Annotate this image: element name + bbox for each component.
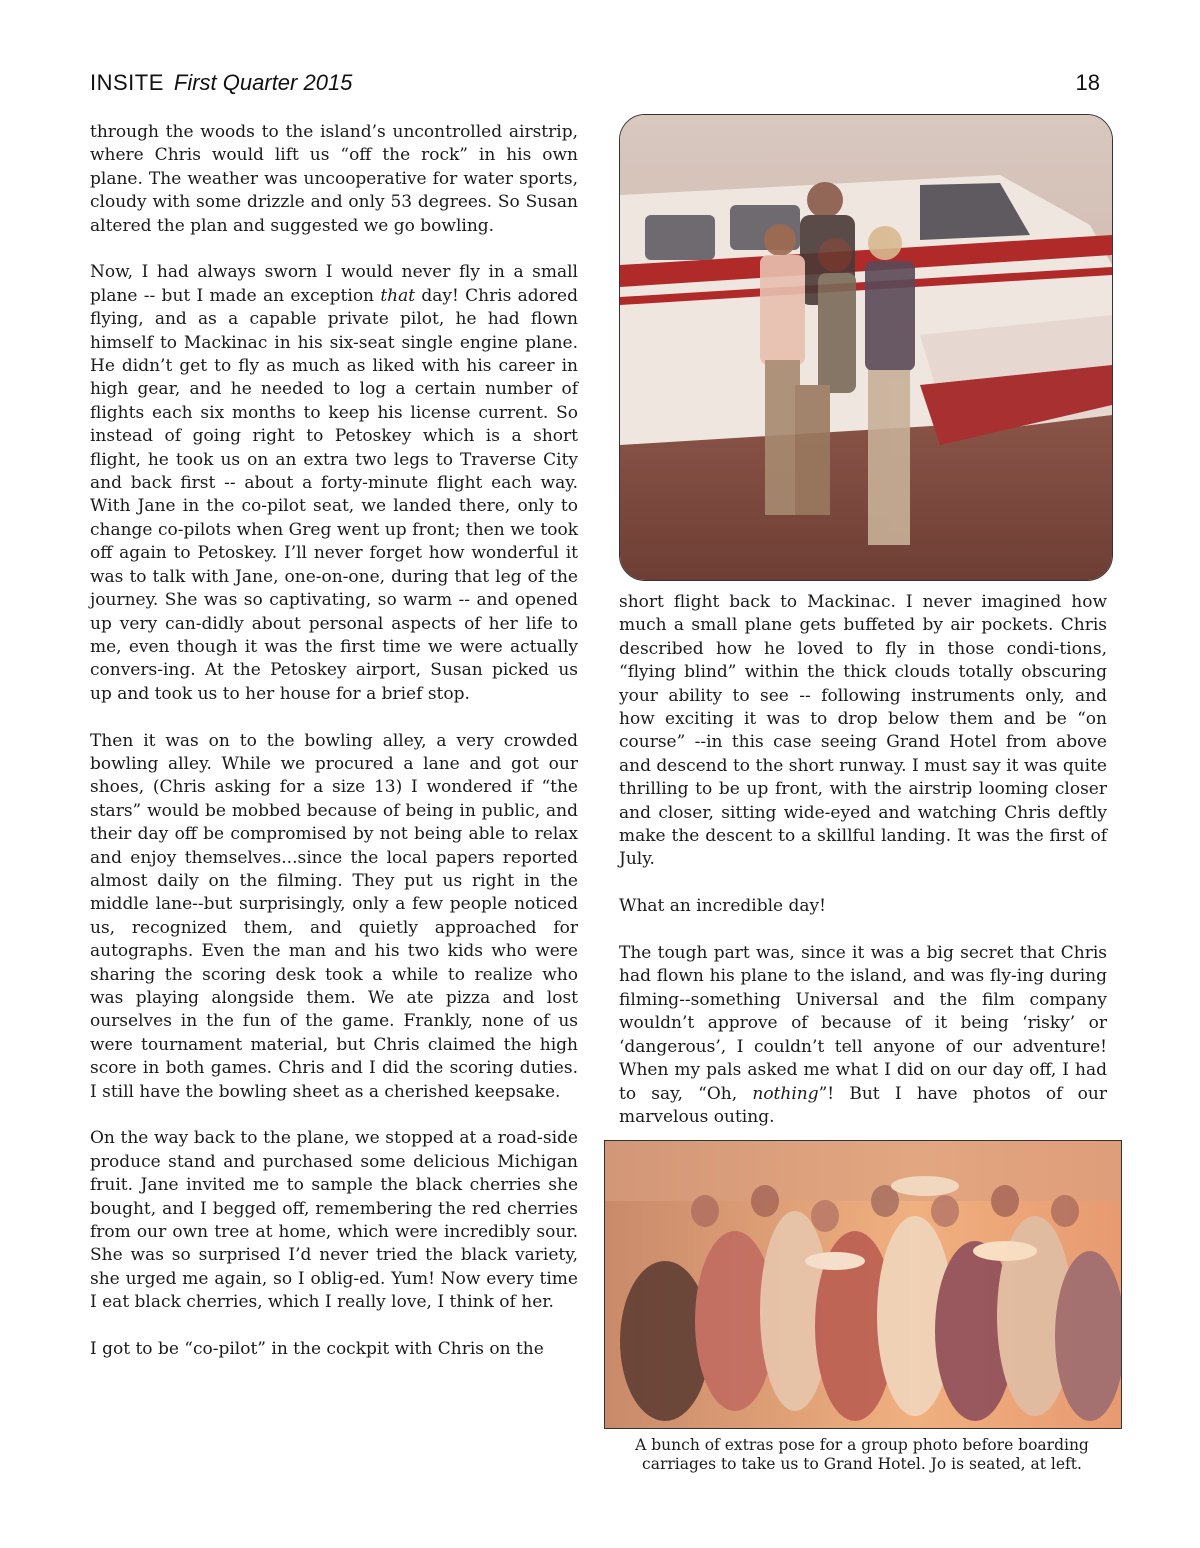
article-left-column <box>90 121 578 1385</box>
publication-header <box>90 70 352 96</box>
paragraph: Then it was on to the bowling alley, a very crowded bowling alley. While we procured a lane and got our shoes, (Chris asking for a size 13) I wondered if “the stars” would be mobbed because of being in public, and their day off be compromised by not being able to relax and enjoy themselves...since the local papers reported almost daily on the filming. They put us right in the middle lane--but surprisingly, only a few people noticed us, recognized them, and quietly approached for autographs. Even the man and his two kids who were sharing the scoring desk took a while to realize who was playing alongside them. We ate pizza and lost ourselves in the fun of the game. Frankly, none of us were tournament material, but Chris claimed the high score in both games. Chris and I did the scoring duties. I still have the bowling sheet as a cherished keepsake. <box>90 730 578 1102</box>
paragraph: The tough part was, since it was a big secret that Chris had flown his plane to the island, and was fly-ing during filming--something Universal and the film company wouldn’t approve of because of it being ‘risky’ or ‘dangerous’, I couldn’t tell anyone of our adventure! When my pals asked me what I did on our day off, I had to say, “Oh, nothing”! But I have photos of our marvelous outing. <box>619 943 1107 1127</box>
photo-caption <box>604 1436 1120 1474</box>
paragraph: through the woods to the island’s uncontrolled airstrip, where Chris would lift us “off the rock” in his own plane. The weather was uncooperative for water sports, cloudy with some drizzle and only 53 degrees. So Susan altered the plan and suggested we go bowling. <box>90 122 578 236</box>
photo-plane-group <box>619 114 1113 581</box>
publication-name: INSITE <box>90 70 164 95</box>
paragraph: Now, I had always sworn I would never fly in a small plane -- but I made an exception that day! Chris adored flying, and as a capable private pilot, he had flown himself to Mackinac in his six-seat single engine plane. He didn’t get to fly as much as liked with his career in high gear, and he needed to log a certain number of flights each six months to keep his license current. So instead of going right to Petoskey which is a short flight, he took us on an extra two legs to Traverse City and back first -- about a forty-minute flight each way. With Jane in the co-pilot seat, we landed there, only to change co-pilots when Greg went up front; then we took off again to Petoskey. I’ll never forget how wonderful it was to talk with Jane, one-on-one, during that leg of the journey. She was so captivating, so warm -- and opened up very can-didly about personal aspects of her life to me, even though it was the first time we were actually convers-ing. At the Petoskey airport, Susan picked us up and took us to her house for a brief stop. <box>90 262 578 704</box>
article-right-column <box>619 591 1107 1153</box>
emphasis-text: nothing <box>752 1083 819 1104</box>
paragraph: On the way back to the plane, we stopped at a road-side produce stand and purchased some delicious Michigan fruit. Jane invited me to sample the black cherries she bought, and I begged off, remembering the red cherries from our own tree at home, which were incredibly sour. She was so surprised I’d never tried the black variety, she urged me again, so I oblig-ed. Yum! Now every time I eat black cherries, which I really love, I think of her. <box>90 1128 578 1313</box>
emphasis-text: that <box>380 285 416 306</box>
paragraph: short flight back to Mackinac. I never imagined how much a small plane gets buffeted by air pockets. Chris described how he loved to fly in those condi-tions, “flying blind” within the thick clouds totally obscuring your ability to see -- following instruments only, and how exciting it was to drop below them and be “on course” --in this case seeing Grand Hotel from above and descend to the short runway. I must say it was quite thrilling to be up front, with the airstrip looming closer and closer, sitting wide-eyed and watching Chris deftly make the descent to a skillful landing. It was the first of July. <box>619 592 1107 870</box>
issue-date: First Quarter 2015 <box>173 70 353 95</box>
caption-line: carriages to take us to Grand Hotel. Jo is seated, at left. <box>642 1455 1082 1473</box>
paragraph: What an incredible day! <box>619 896 826 917</box>
page-number: 18 <box>1075 70 1100 95</box>
paragraph: I got to be “co-pilot” in the cockpit with Chris on the <box>90 1339 544 1360</box>
caption-line: A bunch of extras pose for a group photo before boarding <box>635 1436 1089 1454</box>
photo-extras-group <box>604 1140 1122 1429</box>
